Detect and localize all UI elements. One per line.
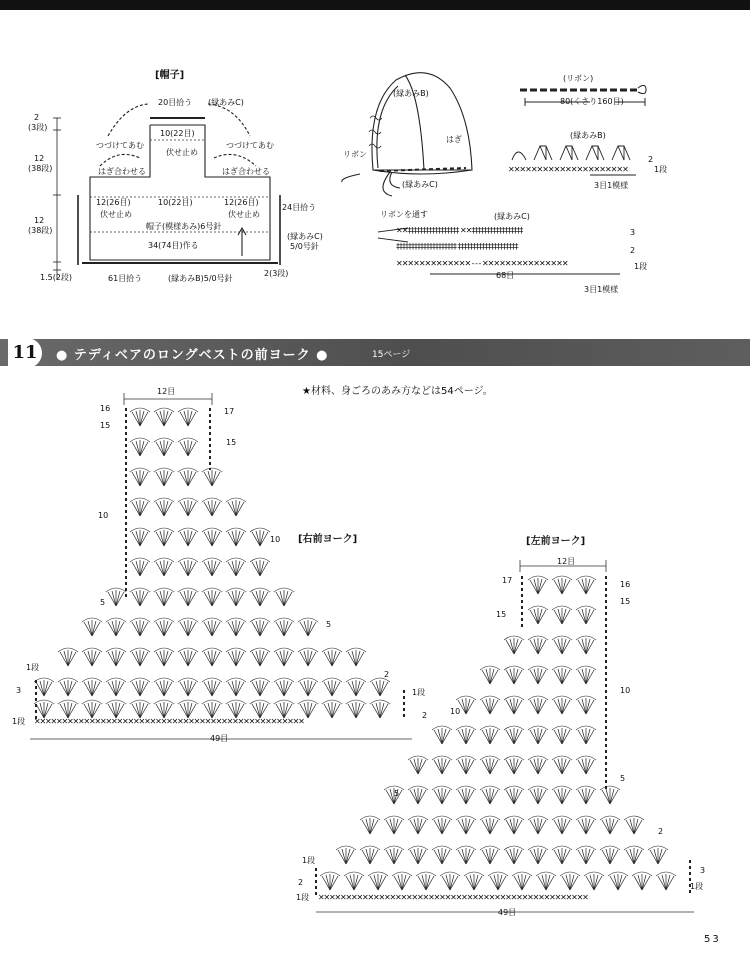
- left-yoke-title: [左前ヨーク]: [526, 536, 586, 547]
- right-yoke-top-count: 12目: [157, 387, 176, 396]
- right-yoke-row-15b: 15: [226, 438, 237, 447]
- right-yoke-row-1b: 1段: [412, 688, 426, 697]
- right-yoke-bottom-count: 49目: [210, 734, 229, 743]
- hat-label-sew-right: はぎ合わせる: [222, 167, 270, 176]
- ribbon-chart-title: (リボン): [563, 74, 594, 83]
- hat-title: [帽子]: [155, 70, 185, 81]
- hat-label-center-bottom: 10(22目): [158, 198, 193, 207]
- left-yoke-row-1b: 1段: [690, 882, 704, 891]
- left-yoke-row-15a: 15: [496, 610, 507, 619]
- right-yoke-row-10b: 10: [270, 535, 281, 544]
- bonnet-label-ribbon: リボン: [343, 150, 367, 159]
- hat-label-cast-on: 34(74目)作る: [148, 241, 199, 250]
- right-yoke-base-row: ✕✕✕✕✕✕✕✕✕✕✕✕✕✕✕✕✕✕✕✕✕✕✕✕✕✕✕✕✕✕✕✕✕✕✕✕✕✕✕✕✕✕✕✕✕✕✕✕✕: [34, 717, 304, 726]
- bonnet-label-edge-b: (縁あみB): [393, 89, 429, 98]
- edge-c-title: (縁あみC): [494, 212, 530, 221]
- right-yoke-row-15a: 15: [100, 421, 111, 430]
- section-title: ● テディベアのロングベストの前ヨーク ●: [56, 348, 329, 363]
- hat-label-top-pick: 20目拾う: [158, 98, 193, 107]
- hat-label-rows-left-38a: (38段): [28, 164, 53, 173]
- edge-b-stitch-row: ✕✕✕✕✕✕✕✕✕✕✕✕✕✕✕✕✕✕✕✕✕: [508, 165, 628, 174]
- left-yoke-row-3: 3: [700, 866, 706, 875]
- right-yoke-title: [右前ヨーク]: [298, 534, 358, 545]
- hat-label-rows-left-12a: 12: [34, 154, 45, 163]
- hat-label-center-top: 10(22目): [160, 129, 195, 138]
- hat-label-edge-b-bottom: (縁あみB)5/0号針: [168, 274, 233, 283]
- left-yoke-base-row: ✕✕✕✕✕✕✕✕✕✕✕✕✕✕✕✕✕✕✕✕✕✕✕✕✕✕✕✕✕✕✕✕✕✕✕✕✕✕✕✕✕✕✕✕✕✕✕✕✕: [318, 893, 588, 902]
- edge-b-row-1: 1段: [654, 165, 668, 174]
- left-yoke-edge-chains: [316, 576, 690, 895]
- section-number: 11: [8, 338, 42, 368]
- left-yoke-row-17: 17: [502, 576, 513, 585]
- edge-b-row-2: 2: [648, 155, 654, 164]
- edge-c-row-2: 2: [630, 246, 636, 255]
- left-yoke-bottom-count: 49目: [498, 908, 517, 917]
- left-yoke-row-2b: 2: [298, 878, 304, 887]
- right-yoke-row-17: 17: [224, 407, 235, 416]
- left-yoke-row-15b: 15: [620, 597, 631, 606]
- edge-c-stitch-row-2: ‡‡‡‡‡‡‡‡‡‡‡‡‡‡‡‡‡‡‡‡ ‡‡‡‡‡‡‡‡‡‡‡‡‡‡‡‡‡‡‡‡: [396, 242, 518, 251]
- left-yoke-row-16: 16: [620, 580, 631, 589]
- hat-label-pick-61: 61目拾う: [108, 274, 143, 283]
- right-yoke-row-16: 16: [100, 404, 111, 413]
- edge-c-stitch-row-1: ✕✕✕✕✕✕✕✕✕✕✕✕✕ - - - ✕✕✕✕✕✕✕✕✕✕✕✕✕✕✕: [396, 259, 568, 268]
- hat-label-bind-center: 伏せ止め: [166, 148, 198, 157]
- left-yoke-fans: [320, 576, 676, 890]
- hat-label-bind-left: 伏せ止め: [100, 210, 132, 219]
- hat-label-needle-50: 5/0号針: [290, 242, 319, 251]
- right-yoke-row-5b: 5: [326, 620, 332, 629]
- hat-label-body-pattern: 帽子(模様あみ)6号針: [146, 222, 222, 231]
- hat-label-right-count: 12(26目): [224, 198, 259, 207]
- right-yoke-row-10a: 10: [98, 511, 109, 520]
- edge-c-stitch-row-3: ✕✕‡‡‡‡‡‡‡‡‡‡‡‡‡‡‡‡‡ ✕✕‡‡‡‡‡‡‡‡‡‡‡‡‡‡‡‡‡: [396, 226, 523, 235]
- hat-label-pick-24: 24目拾う: [282, 203, 317, 212]
- hat-label-edge-c-top: (縁あみC): [208, 98, 244, 107]
- edge-c-row-3: 3: [630, 228, 636, 237]
- section-page-ref: 15ページ: [372, 350, 411, 360]
- bonnet-label-edge-c: (縁あみC): [402, 180, 438, 189]
- left-yoke-row-10a: 10: [450, 707, 461, 716]
- hat-label-rows-left-12b: 12: [34, 216, 45, 225]
- page-number: 53: [704, 934, 721, 945]
- hat-label-left-count: 12(26目): [96, 198, 131, 207]
- edge-c-repeat: 3目1模様: [584, 285, 619, 294]
- right-yoke-row-1c: 1段: [12, 717, 26, 726]
- hat-label-rows-left-2: 2: [34, 113, 40, 122]
- hat-label-edge-c-right: (縁あみC): [287, 232, 323, 241]
- right-yoke-row-2a: 2: [384, 670, 390, 679]
- hat-label-rows-left-38b: (38段): [28, 226, 53, 235]
- hat-label-rows-left-15: 1.5(2段): [40, 273, 73, 282]
- hat-label-rows-2-3: 2(3段): [264, 269, 289, 278]
- hat-label-rows-left-2b: (3段): [28, 123, 48, 132]
- hat-label-attach-left: つづけてあむ: [96, 141, 144, 150]
- hat-label-sew-left: はぎ合わせる: [98, 167, 146, 176]
- edge-c-stitches: 68目: [496, 271, 515, 280]
- hat-label-bind-right: 伏せ止め: [228, 210, 260, 219]
- left-yoke-row-1a: 1段: [302, 856, 316, 865]
- right-yoke-row-5a: 5: [100, 598, 106, 607]
- bonnet-label-sew: はぎ: [446, 135, 462, 144]
- left-yoke-row-5a: 5: [394, 789, 400, 798]
- ribbon-chart-chain: 80(くさり160目): [560, 97, 624, 106]
- edge-c-ribbon-thread: リボンを通す: [380, 210, 428, 219]
- right-yoke-row-2b: 2: [422, 711, 428, 720]
- left-yoke-row-2a: 2: [658, 827, 664, 836]
- left-yoke-row-5b: 5: [620, 774, 626, 783]
- edge-b-title: (縁あみB): [570, 131, 606, 140]
- hat-label-attach-right: つづけてあむ: [226, 141, 274, 150]
- right-yoke-row-1a: 1段: [26, 663, 40, 672]
- left-yoke-row-10b: 10: [620, 686, 631, 695]
- right-yoke-row-3: 3: [16, 686, 22, 695]
- materials-note: ★材料、身ごろのあみ方などは54ページ。: [302, 386, 493, 397]
- edge-c-row-1: 1段: [634, 262, 648, 271]
- left-yoke-top-count: 12目: [557, 557, 576, 566]
- edge-b-repeat: 3目1模様: [594, 181, 629, 190]
- left-yoke-row-1c: 1段: [296, 893, 310, 902]
